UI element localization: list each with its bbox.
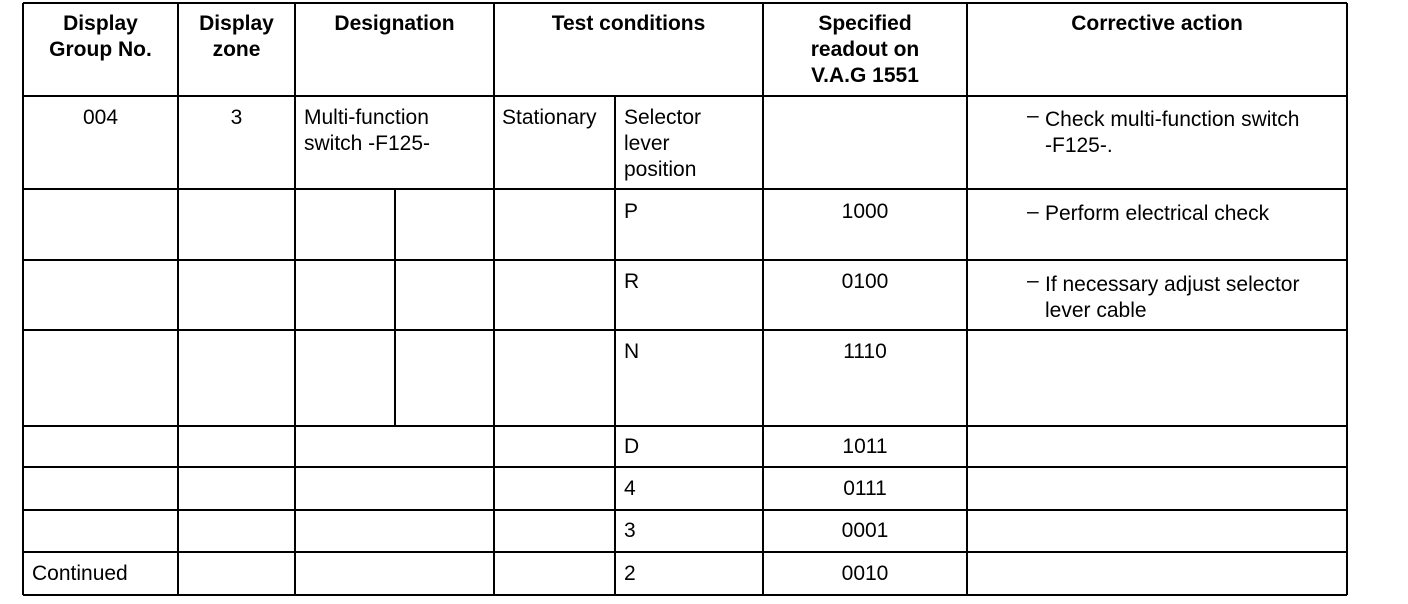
bullet-dash: – (1027, 269, 1039, 292)
readout-value: 0010 (841, 562, 889, 585)
readout-value: 1110 (843, 340, 887, 363)
header-display-group: Display Group No. (49, 12, 152, 61)
corrective-action-text: Perform electrical check (1045, 202, 1270, 225)
position-value: P (624, 200, 639, 223)
position-value: N (624, 340, 640, 363)
position-value: 3 (624, 519, 636, 542)
header-corrective-action: Corrective action (1071, 12, 1243, 35)
readout-value: 0001 (841, 519, 889, 542)
header-specified-readout: Specified readout on V.A.G 1551 (810, 12, 920, 87)
position-value: 2 (624, 562, 636, 585)
header-display-zone: Display zone (199, 12, 274, 61)
bullet-dash: – (1027, 200, 1039, 223)
condition-stationary: Stationary (502, 106, 597, 129)
bullet-dash: – (1027, 104, 1039, 127)
display-zone-value: 3 (230, 106, 243, 129)
selector-lever-label: Selector lever position (624, 106, 702, 181)
readout-value: 0100 (841, 270, 889, 293)
position-value: D (624, 435, 640, 458)
header-test-conditions: Test conditions (551, 12, 706, 35)
corrective-action-text: Check multi-function switch -F125-. (1045, 108, 1300, 157)
position-value: 4 (624, 477, 636, 500)
readout-value: 0111 (843, 477, 887, 500)
corrective-action-text: If necessary adjust selector lever cable (1045, 273, 1300, 322)
header-designation: Designation (334, 12, 455, 35)
readout-value: 1011 (842, 435, 888, 458)
designation-value: Multi-function switch -F125- (304, 106, 431, 155)
display-group-value: 004 (82, 106, 119, 129)
readout-value: 1000 (841, 200, 889, 223)
position-value: R (624, 270, 640, 293)
continued-label: Continued (32, 562, 128, 585)
